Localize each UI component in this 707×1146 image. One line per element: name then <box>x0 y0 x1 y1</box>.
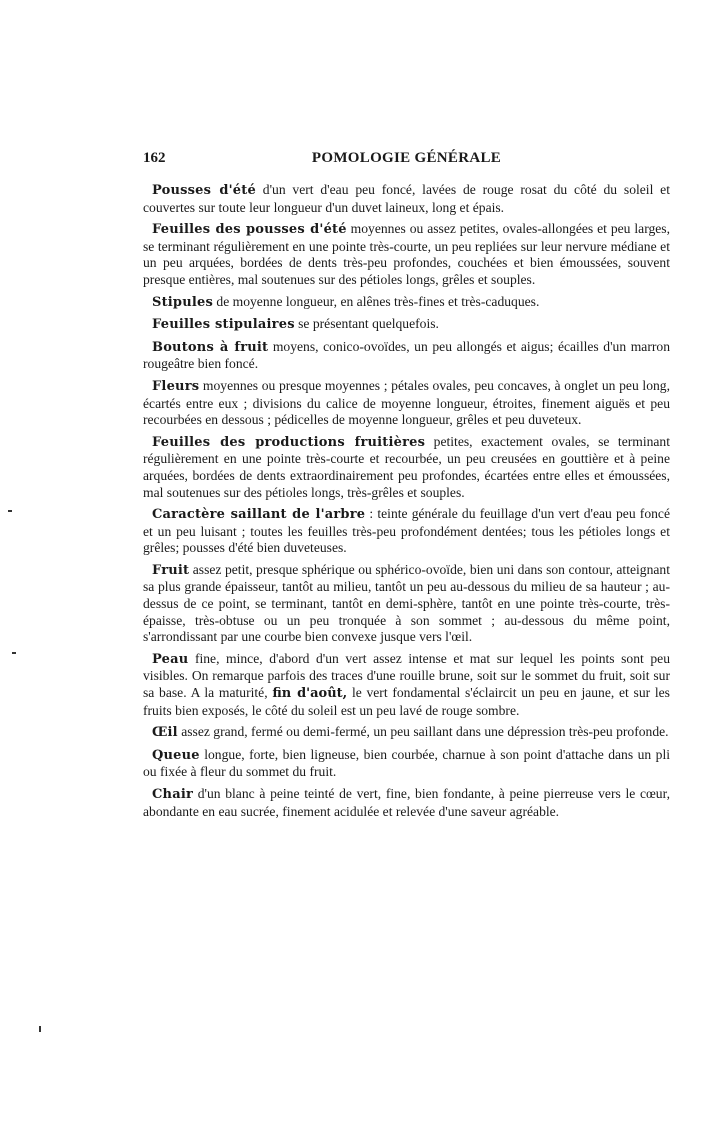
term-label: Feuilles stipulaires <box>152 317 295 333</box>
paragraph-text: moyennes ou assez petites, ovales-allongées et peu larges, se terminant régulièrement en une pointe très-courte, un peu repliées sur leur nervure médiane et un peu arquées, bordées de dents très-peu profondes, couchées et bien émoussées, souvent presque entières, mal soutenues sur des pétioles longs, grêles et souples. <box>143 221 670 287</box>
term-label: Feuilles des productions fruitières <box>152 434 426 450</box>
paragraph-text: longue, forte, bien ligneuse, bien courbée, charnue à son point d'attache dans un pli ou fixée à fleur du sommet du fruit. <box>143 746 670 780</box>
paragraph-text: assez petit, presque sphérique ou sphérico-ovoïde, bien uni dans son contour, atteignant sa plus grande épaisseur, tantôt au milieu, tantôt un peu au-dessous du milieu de sa hauteur ; au-dessus de ce point, se terminant, tantôt en demi-sphère, tantôt en une pointe très-courte, très-épaisse, très-obtuse ou un peu tronquée à son sommet ; au-dessous du même point, s'arrondissant par une courbe bien convexe jusque vers l'œil. <box>143 561 670 645</box>
page-number: 162 <box>143 150 166 166</box>
paragraph-feuilles-pousses <box>143 221 670 288</box>
paragraph-text: d'un vert d'eau peu foncé, lavées de rouge rosat du côté du soleil et couvertes sur toute leur longueur d'un duvet laineux, long et épais. <box>143 182 670 215</box>
margin-mark-left-mid <box>12 652 16 654</box>
paragraph-stipules <box>143 294 670 312</box>
paragraph-text: de moyenne longueur, en alênes très-fines et très-caduques. <box>213 293 540 309</box>
term-label: Feuilles des pousses d'été <box>152 222 347 238</box>
paragraph-chair <box>143 786 670 820</box>
paragraph-feuilles-stipulaires <box>143 316 670 334</box>
term-label: Fleurs <box>152 378 200 394</box>
paragraph-feuilles-productions <box>143 434 670 501</box>
paragraph-caractere-arbre <box>143 506 670 557</box>
term-label: Œil <box>152 725 178 741</box>
term-label: Pousses d'été <box>152 183 256 198</box>
paragraph-fruit <box>143 562 670 646</box>
paragraph-text: fine, mince, d'abord d'un vert assez intense et mat sur lequel les points sont peu visibles. On remarque parfois des traces d'une rouille brune, soit sur le sommet du fruit, soit sur sa base. A la maturité, <box>143 650 670 701</box>
page-header <box>143 150 670 172</box>
term-label: Peau <box>152 651 189 667</box>
margin-mark-left-bottom <box>39 1026 41 1032</box>
term-label: Fruit <box>152 562 190 578</box>
term-label: Queue <box>152 747 200 763</box>
paragraph-text: assez grand, fermé ou demi-fermé, un peu saillant dans une dépression très-peu profonde. <box>177 724 669 740</box>
paragraph-text: moyens, conico-ovoïdes, un peu allongés et aigus; écailles d'un marron rougeâtre bien foncé. <box>143 338 670 372</box>
paragraph-text: : teinte générale du feuillage d'un vert d'eau peu foncé et un peu luisant ; toutes les feuilles très-peu profondément dentées; tous les pétioles longs et grêles; pousses d'été bien duveteuses. <box>143 506 670 556</box>
term-label: Caractère saillant de l'arbre <box>152 507 366 523</box>
book-page <box>143 150 670 825</box>
term-label: Stipules <box>152 294 214 310</box>
margin-mark-left-top <box>8 510 12 512</box>
paragraph-peau <box>143 651 670 719</box>
paragraph-pousses-ete <box>143 182 670 216</box>
paragraph-text: moyennes ou presque moyennes ; pétales ovales, peu concaves, à onglet un peu long, écartés entre eux ; divisions du calice de moyenne longueur, étroites, finement aiguës et peu recourbées en dessous ; pédicelles de moyenne longueur, grêles et peu duveteux. <box>143 377 670 428</box>
paragraph-text: le vert fondamental s'éclaircit un peu en jaune, et sur les fruits bien exposés, le côté du soleil est un peu lavé de rouge sombre. <box>143 685 670 718</box>
term-label: Boutons à fruit <box>152 339 269 355</box>
running-head: POMOLOGIE GÉNÉRALE <box>311 150 502 166</box>
paragraph-queue <box>143 747 670 781</box>
paragraph-text: se présentant quelquefois. <box>294 316 439 332</box>
term-label: Chair <box>152 787 194 802</box>
paragraph-fleurs <box>143 378 670 429</box>
paragraph-text: d'un blanc à peine teinté de vert, fine, bien fondante, à peine pierreuse vers le cœur, abondante en eau sucrée, finement acidulée et relevée d'une saveur agréable. <box>143 786 670 819</box>
paragraph-text: petites, exactement ovales, se terminant régulièrement en une pointe très-courte et recourbée, un peu creusées en gouttière et à peine arquées, bordées de dents extraordinairement peu profondes, écartées entre elles et émoussées, mal soutenues sur des pétioles longs, très-grêles et souples. <box>143 433 671 500</box>
paragraph-boutons-fruit <box>143 339 670 373</box>
emphasis-ripening-date: fin d'août, <box>272 686 348 702</box>
paragraph-oeil <box>143 724 670 742</box>
